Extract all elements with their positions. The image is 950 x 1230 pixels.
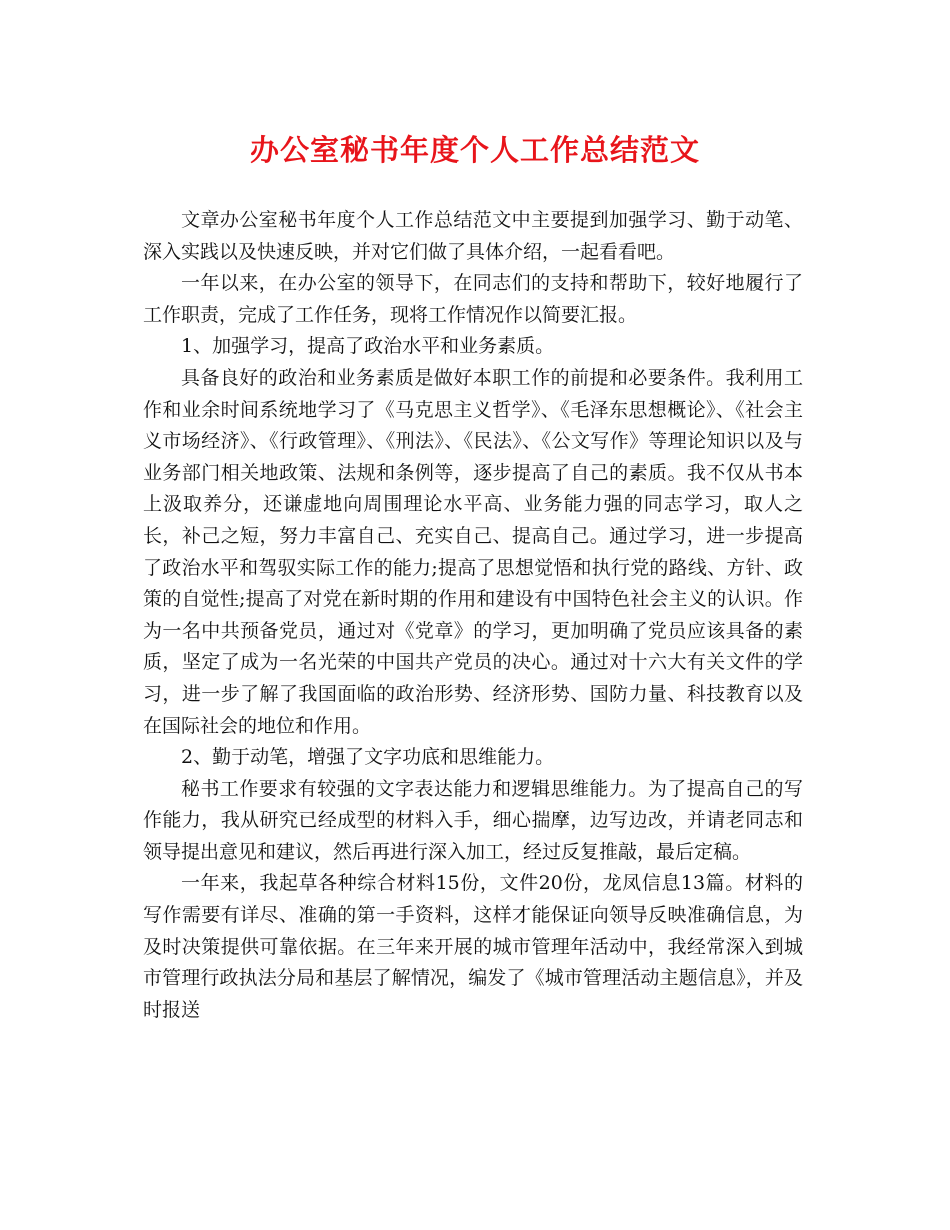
section-heading-2: 2、勤于动笔，增强了文字功底和思维能力。 xyxy=(181,746,555,769)
document-title: 办公室秘书年度个人工作总结范文 xyxy=(249,133,700,167)
paragraph-materials: 一年来，我起草各种综合材料15份，文件20份，龙凤信息13篇。材料的写作需要有详尽、准确的第一手资料，这样才能保证向领导反映准确信息，为及时决策提供可靠依据。在三年来开展的城市管理年活动中，我经常深入到城市管理行政执法分局和基层了解情况，编发了《城市管理活动主题信息》，并及时报送 xyxy=(143,872,803,1021)
section-heading-1: 1、加强学习，提高了政治水平和业务素质。 xyxy=(181,335,555,358)
paragraph-intro: 文章办公室秘书年度个人工作总结范文中主要提到加强学习、勤于动笔、深入实践以及快速反映，并对它们做了具体介绍，一起看看吧。 xyxy=(143,209,803,263)
paragraph-overview: 一年以来，在办公室的领导下，在同志们的支持和帮助下，较好地履行了工作职责，完成了工作任务，现将工作情况作以简要汇报。 xyxy=(143,272,803,326)
paragraph-writing: 秘书工作要求有较强的文字表达能力和逻辑思维能力。为了提高自己的写作能力，我从研究已经成型的材料入手，细心揣摩，边写边改，并请老同志和领导提出意见和建议，然后再进行深入加工，经过反复推敲，最后定稿。 xyxy=(143,777,803,863)
document-body xyxy=(143,205,803,1026)
paragraph-study: 具备良好的政治和业务素质是做好本职工作的前提和必要条件。我利用工作和业余时间系统地学习了《马克思主义哲学》、《毛泽东思想概论》、《社会主义市场经济》、《行政管理》、《刑法》、《民法》、《公文写作》等理论知识以及与业务部门相关地政策、法规和条例等，逐步提高了自己的素质。我不仅从书本上汲取养分，还谦虚地向周围理论水平高、业务能力强的同志学习，取人之长，补己之短，努力丰富自己、充实自己、提高自己。通过学习，进一步提高了政治水平和驾驭实际工作的能力;提高了思想觉悟和执行党的路线、方针、政策的自觉性;提高了对党在新时期的作用和建设有中国特色社会主义的认识。作为一名中共预备党员，通过对《党章》的学习，更加明确了党员应该具备的素质，坚定了成为一名光荣的中国共产党员的决心。通过对十六大有关文件的学习，进一步了解了我国面临的政治形势、经济形势、国防力量、科技教育以及在国际社会的地位和作用。 xyxy=(143,366,803,737)
